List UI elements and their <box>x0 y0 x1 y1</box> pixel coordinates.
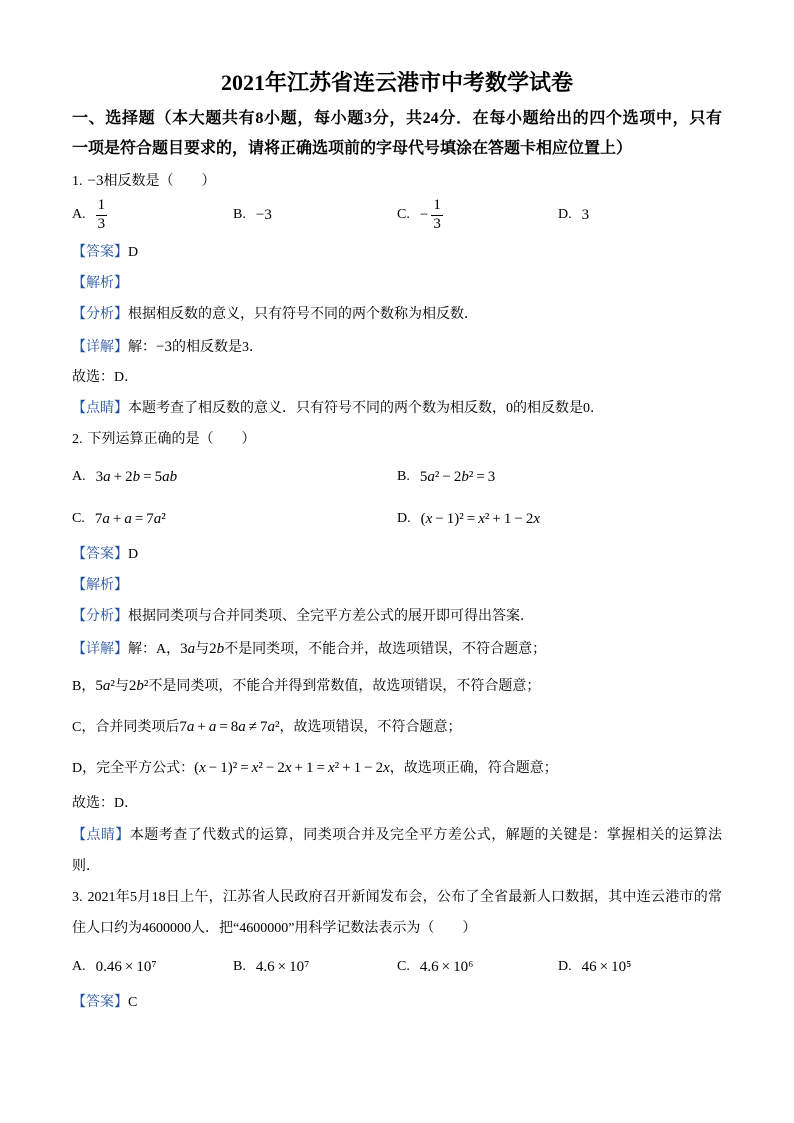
question-2-comment-line-2: 则． <box>72 859 100 874</box>
detail-text: 不是同类项，不能合并，故选项错误，不符合题意； <box>224 642 547 657</box>
option-label: D. <box>397 511 411 526</box>
question-text: 相反数是（ ） <box>103 174 216 189</box>
math-expression: 2b <box>209 641 225 657</box>
math-variable: b <box>132 469 141 485</box>
option-label: D. <box>558 959 572 974</box>
comment-label: 【点睛】 <box>72 828 130 843</box>
option-label: D. <box>558 207 572 222</box>
analysis-label: 【分析】 <box>72 609 128 624</box>
math-variable: a <box>102 678 111 694</box>
question-1-answer <box>72 239 722 267</box>
option-label: B. <box>397 469 410 484</box>
detail-text: D，完全平方公式： <box>72 761 195 776</box>
math-operator: − <box>435 511 444 527</box>
math-operator: = <box>219 719 228 735</box>
detail-text: 解： <box>128 340 156 355</box>
math-operator: × <box>124 959 134 975</box>
analysis-label: 【分析】 <box>72 307 128 322</box>
math-variable: a <box>208 719 217 735</box>
question-2-stem <box>72 426 722 454</box>
math-operator: = <box>143 469 152 485</box>
math-operator: + <box>342 760 351 776</box>
option-d <box>397 505 540 533</box>
question-2-comment-line-1 <box>72 822 722 850</box>
math-operator: × <box>599 959 609 975</box>
option-label: C. <box>397 207 410 222</box>
section-heading-line-2: 一项是符合题目要求的，请将正确选项前的字母代号填涂在答题卡相应位置上） <box>72 140 633 157</box>
math-variable: b <box>461 469 469 485</box>
math-variable: a <box>103 469 111 485</box>
math-variable: x <box>284 760 292 776</box>
math-operator: − <box>442 469 451 485</box>
math-expression: 3a <box>180 641 196 657</box>
math-operator: − <box>364 760 373 776</box>
math-operator: + <box>492 511 501 527</box>
option-d <box>558 193 589 237</box>
math-expression: 5a² <box>95 678 115 694</box>
option-label: B. <box>233 207 246 222</box>
analysis-text: 根据同类项与合并同类项、全完平方差公式的展开即可得出答案． <box>128 609 534 624</box>
solution-label: 【解析】 <box>72 276 128 291</box>
math-operator: = <box>466 511 476 527</box>
option-a <box>72 953 157 981</box>
math-variable: a <box>162 469 170 485</box>
option-c <box>397 953 473 981</box>
fraction-denominator: 3 <box>433 216 441 232</box>
question-1-comment <box>72 395 722 423</box>
fraction-denominator: 3 <box>97 216 106 232</box>
math-variable: b <box>169 469 178 485</box>
question-2-detail-b <box>72 672 722 700</box>
question-number: 2. <box>72 432 83 447</box>
page-title: 2021年江苏省连云港市中考数学试卷 <box>220 70 573 95</box>
math-operator: + <box>112 511 122 527</box>
option-label: A. <box>72 469 86 484</box>
fraction-numerator: 1 <box>433 197 441 213</box>
math-expression: 4.6 × 10⁶ <box>419 959 474 975</box>
math-operator: × <box>441 959 451 975</box>
math-expression: −3 <box>255 207 272 223</box>
math-variable: a <box>238 719 246 735</box>
math-variable: x <box>383 760 390 776</box>
math-operator: × <box>277 959 287 975</box>
detail-label: 【详解】 <box>72 642 128 657</box>
answer-value: D <box>128 245 139 260</box>
option-d <box>558 953 631 981</box>
math-operator: + <box>197 719 206 735</box>
math-operator: + <box>294 760 304 776</box>
question-2-options-row-1 <box>72 463 722 491</box>
math-expression: 4.6 × 10⁷ <box>255 959 310 975</box>
math-expression: −3 <box>87 173 104 189</box>
math-variable: x <box>199 760 206 776</box>
option-b <box>233 193 272 237</box>
answer-label: 【答案】 <box>72 995 128 1010</box>
math-variable: a <box>124 511 132 527</box>
math-expression: 46 × 10⁵ <box>581 959 632 975</box>
question-3-stem-line-2: 住人口约为4600000人．把“4600000”用科学记数法表示为（ ） <box>72 921 477 936</box>
question-1-analysis <box>72 301 722 329</box>
math-operator: − <box>208 760 218 776</box>
question-1-stem <box>72 167 722 195</box>
math-expression: −3 <box>156 339 172 355</box>
question-1-detail <box>72 333 722 361</box>
math-variable: a <box>153 511 162 527</box>
question-2-detail-d <box>72 754 722 782</box>
math-operator: ≠ <box>248 719 258 735</box>
math-expression: (x − 1)² = x² − 2x + 1 = x² + 1 − 2x <box>194 760 390 776</box>
math-variable: x <box>327 760 335 776</box>
answer-label: 【答案】 <box>72 547 128 562</box>
question-2-solution-heading <box>72 572 722 600</box>
math-variable: a <box>267 719 276 735</box>
question-number: 3. <box>72 890 83 905</box>
question-number: 1. <box>72 174 83 189</box>
detail-text: 的相反数是3． <box>171 340 263 355</box>
math-expression: 0.46 × 10⁷ <box>95 959 157 975</box>
math-expression: 3 <box>581 207 590 223</box>
question-2-detail-a <box>72 635 722 663</box>
option-b <box>233 953 309 981</box>
option-c <box>72 505 166 533</box>
detail-text: ，故选项错误，不符合题意； <box>279 720 462 735</box>
option-b <box>397 463 495 491</box>
analysis-text: 根据相反数的意义，只有符号不同的两个数称为相反数． <box>128 307 478 322</box>
question-1-solution-heading <box>72 270 722 298</box>
math-expression: 2b² <box>128 678 149 694</box>
math-expression: 5a² − 2b² = 3 <box>419 469 496 485</box>
math-operator: − <box>265 760 275 776</box>
section-heading-line-1: 一、选择题（本大题共有8小题，每小题3分，共24分．在每小题给出的四个选项中，只有 <box>72 110 722 127</box>
fraction-numerator: 1 <box>97 197 106 213</box>
fraction <box>431 197 443 233</box>
detail-text: B， <box>72 679 96 694</box>
fraction <box>96 197 108 233</box>
math-variable: b <box>216 641 225 657</box>
option-label: A. <box>72 959 86 974</box>
answer-label: 【答案】 <box>72 245 128 260</box>
question-text: 下列运算正确的是（ ） <box>87 432 256 447</box>
question-3-answer <box>72 989 722 1017</box>
comment-text: 本题考查了代数式的运算，同类项合并及完全平方差公式，解题的关键是：掌握相关的运算法 <box>129 828 723 843</box>
math-variable: x <box>533 511 541 527</box>
math-operator: = <box>476 469 485 485</box>
option-a <box>72 193 107 237</box>
math-variable: x <box>251 760 259 776</box>
math-variable: b <box>136 678 144 694</box>
question-2-detail-c <box>72 713 722 741</box>
detail-text: C，合并同类项后 <box>72 720 180 735</box>
option-label: B. <box>233 959 246 974</box>
detail-text: 与 <box>195 642 210 657</box>
question-text: 2021年5月18日上午，江苏省人民政府召开新闻发布会，公布了全省最新人口数据，其中连云港市的常 <box>87 890 722 905</box>
question-2-options-row-2 <box>72 505 722 533</box>
detail-text: ，故选项正确，符合题意； <box>389 761 558 776</box>
option-label: A. <box>72 207 86 222</box>
question-2-analysis <box>72 603 722 631</box>
option-c <box>397 193 443 237</box>
question-2-answer <box>72 541 722 569</box>
math-expression: 7a + a = 8a ≠ 7a² <box>179 719 280 735</box>
detail-text: 不是同类项，不能合并得到常数值，故选项错误，不符合题意； <box>148 679 541 694</box>
question-2-conclusion: 故选：D． <box>72 796 139 811</box>
comment-label: 【点睛】 <box>72 401 128 416</box>
math-variable: a <box>427 469 435 485</box>
option-a <box>72 463 177 491</box>
detail-text: 解：A， <box>128 642 181 657</box>
math-variable: a <box>186 719 195 735</box>
math-operator: = <box>240 760 249 776</box>
math-variable: x <box>478 511 485 527</box>
question-3-stem-line-1 <box>72 884 722 912</box>
math-expression: (x − 1)² = x² + 1 − 2x <box>420 511 541 527</box>
answer-value: D <box>128 547 139 562</box>
math-operator: = <box>316 760 325 776</box>
comment-text: 本题考查了相反数的意义．只有符号不同的两个数为相反数，0的相反数是0． <box>128 401 604 416</box>
math-variable: a <box>187 641 196 657</box>
option-label: C. <box>72 511 85 526</box>
option-label: C. <box>397 959 410 974</box>
question-3-options <box>72 953 722 981</box>
math-expression: 7a + a = 7a² <box>94 511 166 527</box>
answer-value: C <box>128 995 138 1010</box>
math-expression: 3a + 2b = 5ab <box>95 469 178 485</box>
math-variable: x <box>425 511 433 527</box>
question-1-conclusion: 故选：D． <box>72 370 139 385</box>
math-variable: a <box>102 511 110 527</box>
solution-label: 【解析】 <box>72 578 128 593</box>
question-1-options <box>72 193 722 237</box>
minus-sign: − <box>419 207 429 223</box>
math-operator: + <box>113 469 123 485</box>
math-operator: = <box>134 511 144 527</box>
detail-text: 与 <box>114 679 129 694</box>
detail-label: 【详解】 <box>72 340 128 355</box>
math-operator: − <box>514 511 523 527</box>
